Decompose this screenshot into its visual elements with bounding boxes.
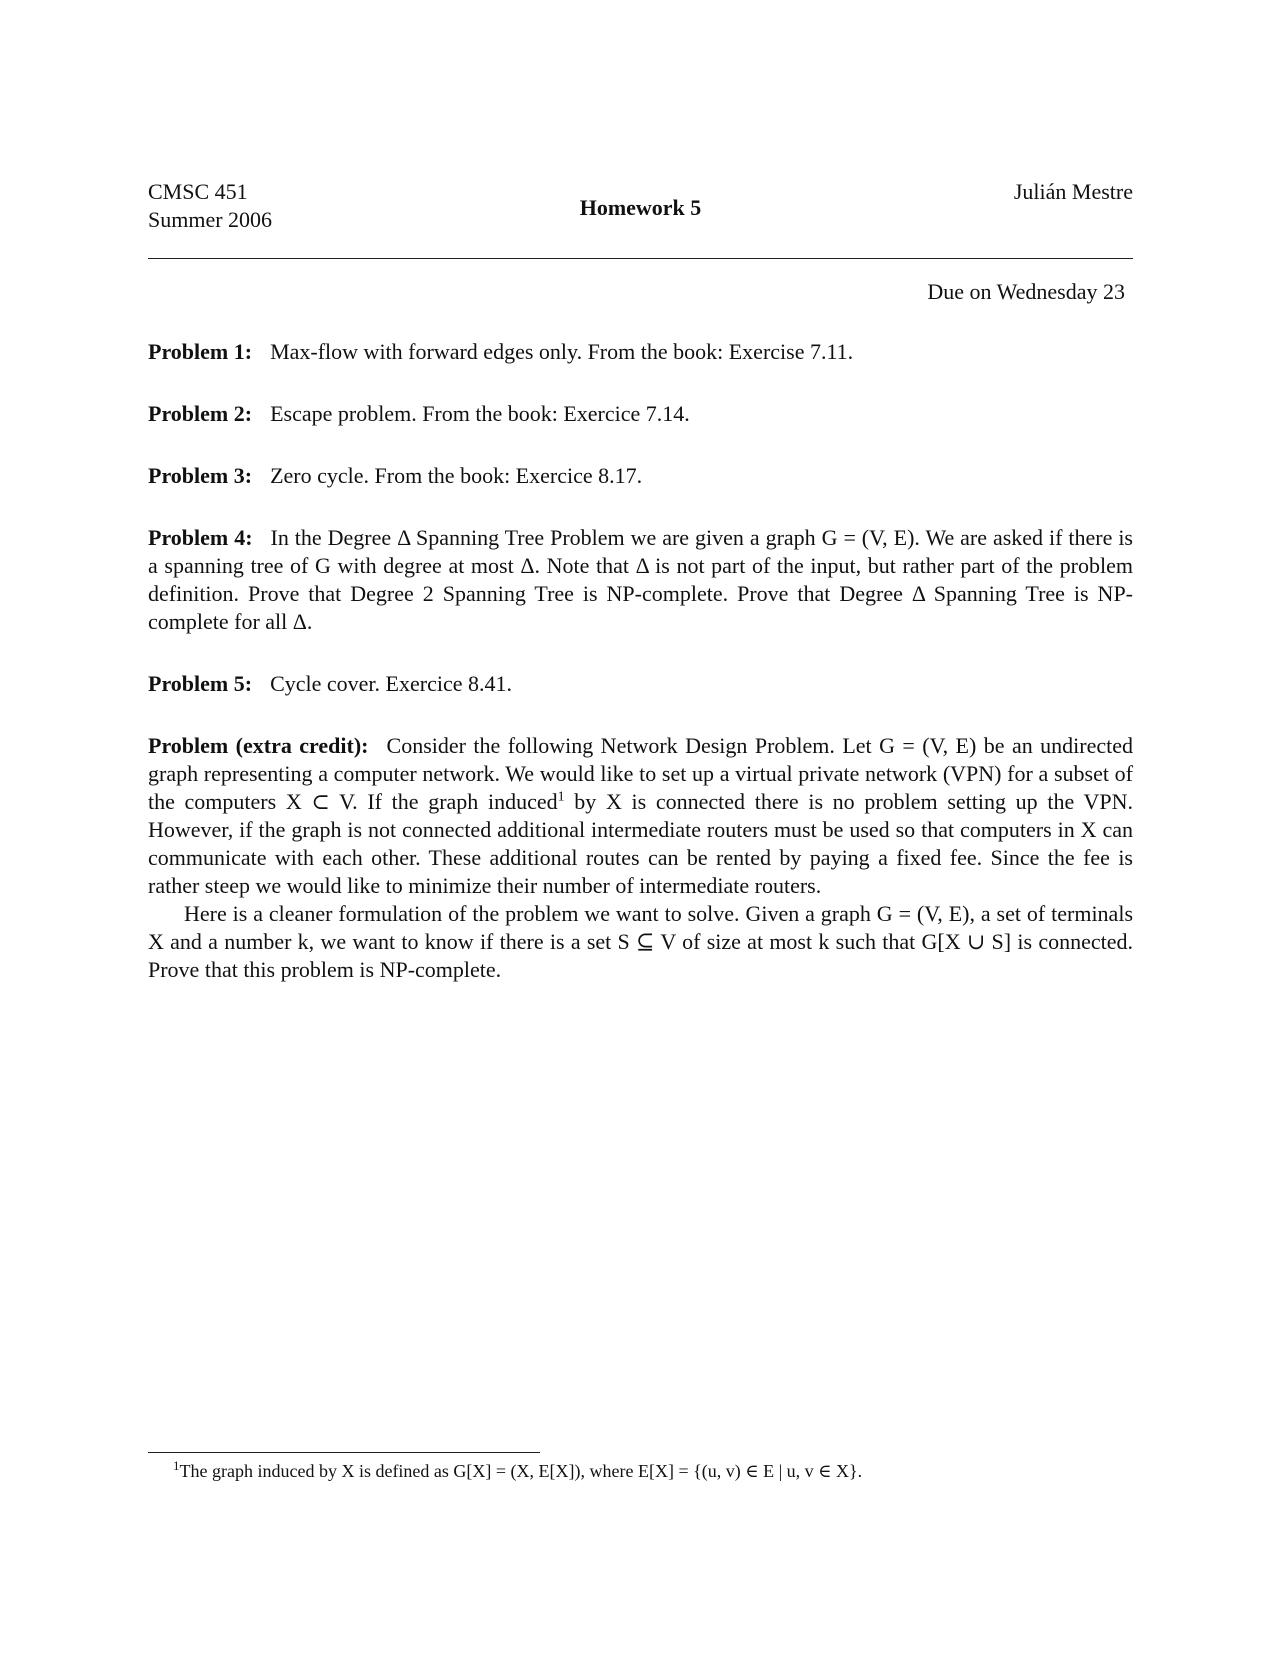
problem-label: Problem 3: [148, 463, 253, 488]
problem-text-part2: by X is connected there is no problem setting up the VPN. However, if the graph is not connected additional intermediate routers must be used so that computers in X can communicate with each other. These additional routes can be rented by paying a fixed fee. Since the fee is rather steep we would like to minimize their number of intermediate routers. [148, 789, 1134, 898]
footnote-text: The graph induced by X is defined as G[X] = (X, E[X]), where E[X] = {(u, v) ∈ E | u, v ∈ X}. [179, 1461, 863, 1481]
problem-5 [148, 670, 1133, 698]
problem-label: Problem (extra credit): [148, 733, 369, 758]
problem-label: Problem 4: [148, 525, 253, 550]
problem-text: Zero cycle. From the book: Exercice 8.17. [270, 463, 643, 488]
problem-label: Problem 5: [148, 671, 253, 696]
problem-3 [148, 462, 1133, 490]
footnote-reference: 1 [557, 789, 565, 805]
problem-1 [148, 338, 1133, 366]
document-title: Homework 5 [579, 195, 702, 220]
problem-label: Problem 2: [148, 401, 253, 426]
footnote-divider [148, 1452, 540, 1453]
due-date: Due on Wednesday 23 [927, 279, 1125, 304]
course-term: Summer 2006 [148, 207, 273, 232]
problem-label: Problem 1: [148, 339, 253, 364]
problem-2 [148, 400, 1133, 428]
problem-text: Escape problem. From the book: Exercice 7.14. [270, 401, 690, 426]
footnote-mark: 1 [173, 1458, 180, 1473]
problem-4 [148, 524, 1133, 636]
problem-extra-credit [148, 732, 1133, 984]
problem-text-part1: Consider the following Network Design Problem. Let G = (V, E) be an undirected graph representing a computer network. We would like to set up a virtual private network (VPN) for a subset of the computers X ⊂ V. If the graph induced [148, 733, 1133, 814]
footnote [173, 1459, 862, 1483]
document-header [148, 178, 1133, 258]
problem-text: Cycle cover. Exercice 8.41. [270, 671, 512, 696]
problem-text: Max-flow with forward edges only. From the book: Exercise 7.11. [270, 339, 854, 364]
problem-text: In the Degree Δ Spanning Tree Problem we are given a graph G = (V, E). We are asked if there is a spanning tree of G with degree at most Δ. Note that Δ is not part of the input, but rather part of the problem definition. Prove that Degree 2 Spanning Tree is NP-complete. Prove that Degree Δ Spanning Tree is NP-complete for all Δ. [148, 525, 1133, 634]
course-code: CMSC 451 [148, 179, 248, 204]
problem-text-formulation: Here is a cleaner formulation of the problem we want to solve. Given a graph G = (V, E), a set of terminals X and a number k, we want to know if there is a set S ⊆ V of size at most k such that G[X ∪ S] is connected. Prove that this problem is NP-complete. [148, 901, 1133, 982]
header-divider [148, 258, 1133, 259]
author-name: Julián Mestre [1013, 179, 1133, 204]
problem-list [148, 338, 1133, 984]
